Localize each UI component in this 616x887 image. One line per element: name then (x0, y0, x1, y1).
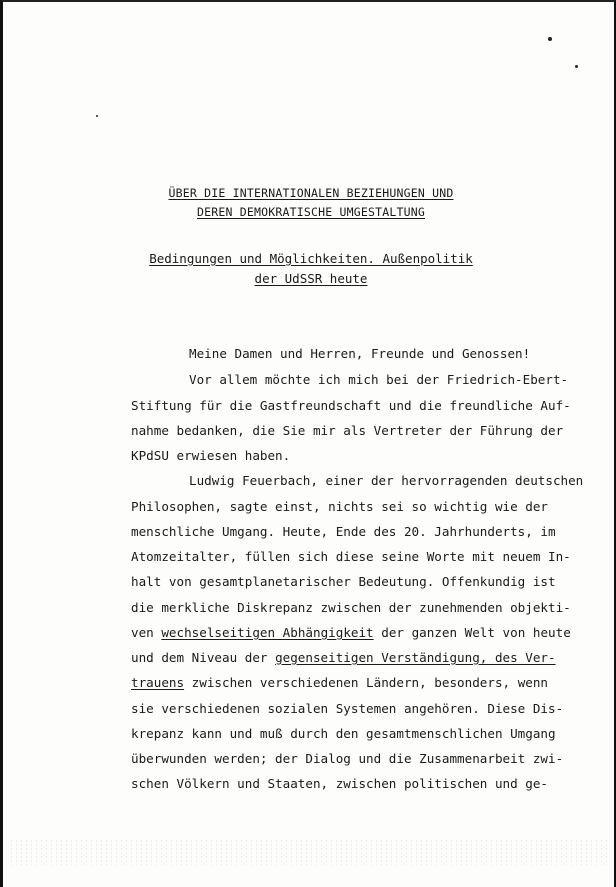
body-line (131, 650, 556, 665)
body-line: krepanz kann und muß durch den gesamtmenschlichen Umgang (131, 726, 556, 741)
body-line: sie verschiedenen sozialen Systemen angehören. Diese Dis- (131, 701, 564, 716)
title-line-1: ÜBER DIE INTERNATIONALEN BEZIEHUNGEN UND (168, 186, 454, 200)
body-line: Vor allem möchte ich mich bei der Friedrich-Ebert- (189, 372, 569, 387)
document-subtitle (3, 249, 616, 289)
scan-noise (9, 839, 608, 865)
subtitle-line-1: Bedingungen und Möglichkeiten. Außenpolitik (149, 251, 473, 266)
underlined-phrase: wechselseitigen Abhängigkeit (161, 625, 374, 640)
body-line: Ludwig Feuerbach, einer der hervorragenden deutschen (189, 473, 584, 488)
body-line: menschliche Umgang. Heute, Ende des 20. Jahrhunderts, im (131, 524, 556, 539)
scan-speck (548, 37, 552, 41)
title-line-2: DEREN DEMOKRATISCHE UMGESTALTUNG (197, 205, 425, 219)
document-title (3, 184, 616, 222)
body-line: nahme bedanken, die Sie mir als Vertreter der Führung der (131, 423, 564, 438)
body-line: halt von gesamtplanetarischer Bedeutung. Offenkundig ist (131, 574, 556, 589)
body-line (131, 625, 571, 640)
body-line: überwunden werden; der Dialog und die Zusammenarbeit zwi- (131, 751, 564, 766)
body-line: KPdSU erwiesen haben. (131, 448, 291, 463)
body-text: ven (131, 625, 162, 640)
subtitle-line-2: der UdSSR heute (254, 271, 368, 286)
scan-speck (96, 115, 98, 117)
body-text: zwischen verschiedenen Ländern, besonders, wenn (184, 675, 549, 690)
body-text: und dem Niveau der (131, 650, 276, 665)
scan-speck (575, 65, 578, 68)
underlined-phrase: trauens (131, 675, 185, 690)
body-line: Philosophen, sagte einst, nichts sei so wichtig wie der (131, 499, 549, 514)
body-line: die merkliche Diskrepanz zwischen der zunehmenden objekti- (131, 600, 571, 615)
salutation: Meine Damen und Herren, Freunde und Genossen! (189, 346, 531, 361)
body-line: schen Völkern und Staaten, zwischen politischen und ge- (131, 776, 549, 791)
underlined-phrase: gegenseitigen Verständigung, des Ver- (275, 650, 556, 665)
body-line (131, 675, 548, 690)
body-text: der ganzen Welt von heute (373, 625, 571, 640)
body-line: Atomzeitalter, füllen sich diese seine Worte mit neuem In- (131, 549, 571, 564)
body-line: Stiftung für die Gastfreundschaft und die freundliche Auf- (131, 398, 571, 413)
